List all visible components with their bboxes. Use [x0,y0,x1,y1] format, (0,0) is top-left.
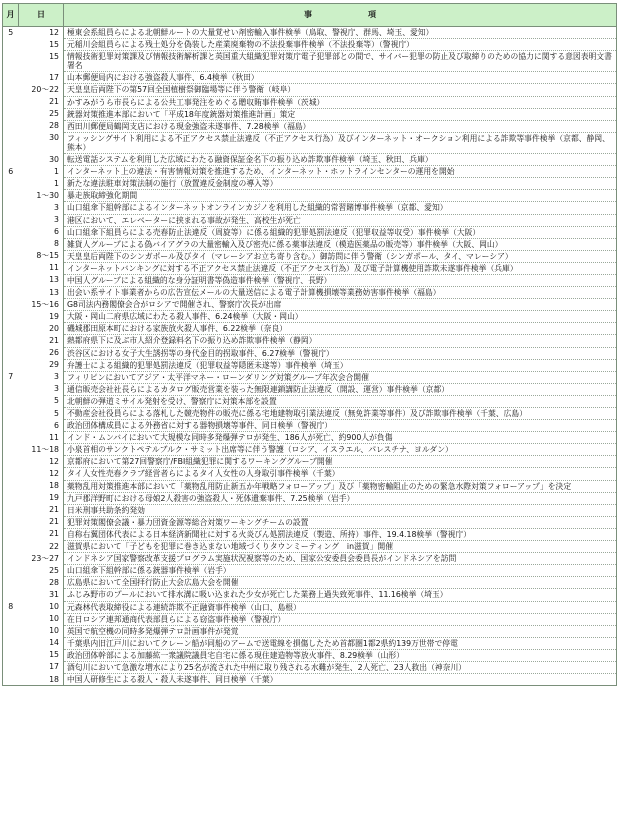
day-cell: 10 [19,625,64,637]
day-cell: 21 [19,528,64,540]
table-row [3,383,617,395]
table-row [3,287,617,299]
table-row [3,226,617,238]
table-row [3,504,617,516]
table-row [3,51,617,72]
day-cell: 28 [19,120,64,132]
day-cell: 25 [19,565,64,577]
event-cell: 大阪・岡山二府県広域にわたる殺人事件、6.24検挙（大阪・岡山） [64,311,617,323]
day-cell: 28 [19,577,64,589]
day-cell: 17 [19,72,64,84]
day-cell: 8～15 [19,250,64,262]
event-cell: G8司法内務閣僚会合がロシアで開催され、警察庁次長が出席 [64,299,617,311]
event-cell: ふじみ野市のプールにおいて排水溝に吸い込まれた少女が死亡した業務上過失致死事件、11.16検挙（埼玉） [64,589,617,601]
day-cell: 17 [19,661,64,673]
month-cell: 5 [3,27,19,39]
table-row [3,589,617,601]
event-cell: インターネットバンキングに対する不正アクセス禁止法違反（不正アクセス行為）及び電子計算機使用詐欺未遂事件検挙（兵庫） [64,262,617,274]
event-cell: インターネット上の違法・有害情報対策を推進するため、インターネット・ホットラインセンターの運用を開始 [64,166,617,178]
day-cell: 11 [19,432,64,444]
day-cell: 8 [19,238,64,250]
month-cell [3,39,19,51]
table-row [3,468,617,480]
day-cell: 1 [19,178,64,190]
event-cell: 千葉県内旧江戸川においてクレーン船が同船のアームで送電線を損傷したため首都圏1都2県約139万世帯で停電 [64,637,617,649]
event-cell: 元森林代表取締役による連続詐欺不正融資事件検挙（山口、島根） [64,601,617,613]
day-cell: 1 [19,166,64,178]
day-cell: 22 [19,541,64,553]
day-cell: 14 [19,637,64,649]
event-cell: 広島県において全国拝行防止大会広島大会を開催 [64,577,617,589]
table-row [3,492,617,504]
event-cell: 滋賀県において「子どもを犯罪に巻き込まない地域づくりタウンミーティング in滋賀」開催 [64,541,617,553]
month-cell [3,96,19,108]
month-cell [3,649,19,661]
event-cell: フィッシングサイト利用による不正アクセス禁止法違反（不正アクセス行為）及びインターネット・オークション利用による詐欺等事件検挙（京都、静岡、熊本） [64,132,617,153]
event-cell: 銃器対策推進本部において「平成18年度銃器対策推進計画」策定 [64,108,617,120]
event-cell: 天皇皇后両陛下のシンガポール及びタイ（マレーシアお立ち寄り含む。）御訪問に伴う警衛（シンガポール、タイ、マレーシア） [64,250,617,262]
month-cell: 8 [3,601,19,613]
month-cell [3,637,19,649]
month-cell [3,108,19,120]
month-cell [3,456,19,468]
event-cell: 弁護士による組織的犯罪処罰法違反（犯罪収益等隠匿未遂等）事件検挙（埼玉） [64,359,617,371]
month-cell: 6 [3,166,19,178]
day-cell: 3 [19,214,64,226]
event-cell: 京都府において第27回警察庁/FBI組織犯罪に関するワーキンググループ開催 [64,456,617,468]
event-cell: 政治団体構成員による外務省に対する器物損壊等事件、同日検挙（警視庁） [64,420,617,432]
event-cell: 西田川郵便局鶴岡支店における現金強盗未遂事件、7.28検挙（福島） [64,120,617,132]
day-cell: 18 [19,674,64,686]
month-cell [3,323,19,335]
month-cell [3,553,19,565]
header-day: 日 [19,4,64,27]
event-cell: 九戸郡洋野町における母娘2人殺害の強盗殺人・死体遺棄事件、7.25検挙（岩手） [64,492,617,504]
table-row [3,601,617,613]
month-cell [3,214,19,226]
day-cell: 6 [19,420,64,432]
month-cell [3,516,19,528]
day-cell: 19 [19,311,64,323]
month-cell [3,51,19,72]
month-cell: 7 [3,371,19,383]
table-row [3,553,617,565]
table-row [3,190,617,202]
month-cell [3,178,19,190]
day-cell: 15 [19,39,64,51]
day-cell: 26 [19,347,64,359]
event-cell: 磯城郡田原本町における家族放火殺人事件、6.22検挙（奈良） [64,323,617,335]
event-cell: 不動産会社役員らによる落札した競売物件の販売に係る宅地建物取引業法違反（無免許業等事件）及び詐欺事件検挙（千葉、広島） [64,408,617,420]
day-cell: 3 [19,383,64,395]
month-cell [3,504,19,516]
table-row [3,39,617,51]
day-cell: 5 [19,408,64,420]
month-cell [3,444,19,456]
day-cell: 21 [19,516,64,528]
day-cell: 31 [19,589,64,601]
month-cell [3,589,19,601]
table-row [3,577,617,589]
event-cell: 新たな違法駐車対策法制の施行（放置違反金制度の導入等） [64,178,617,190]
day-cell: 20 [19,323,64,335]
day-cell: 11 [19,262,64,274]
day-cell: 6 [19,226,64,238]
event-cell: インドネシア国家警察改革支援プログラム実施状況視察等のため、国家公安委員会委員長がインドネシアを訪問 [64,553,617,565]
event-cell: 渋谷区における女子大生誘拐等の身代金目的拐取事件、6.27検挙（警視庁） [64,347,617,359]
table-row [3,274,617,286]
day-cell: 15～16 [19,299,64,311]
table-row [3,408,617,420]
day-cell: 15 [19,649,64,661]
table-row [3,674,617,686]
table-row [3,480,617,492]
day-cell: 30 [19,154,64,166]
event-cell: 出会い系サイト事業者からの広告宣伝メールの大量送信による電子計算機損壊等業務妨害事件検挙（福島） [64,287,617,299]
table-row [3,516,617,528]
event-cell: 英国で航空機の同時多発爆弾テロ計画事件が発覚 [64,625,617,637]
day-cell: 12 [19,468,64,480]
day-cell: 20～22 [19,84,64,96]
month-cell [3,347,19,359]
table-row [3,637,617,649]
chronology-table [2,3,617,686]
table-row [3,395,617,407]
table-row [3,541,617,553]
month-cell [3,120,19,132]
table-row [3,178,617,190]
table-row [3,565,617,577]
month-cell [3,395,19,407]
event-cell: 港区において、エレベーターに挟まれる事故が発生、高校生が死亡 [64,214,617,226]
table-row [3,347,617,359]
table-row [3,444,617,456]
table-row [3,132,617,153]
event-cell: 酒匂川において急激な増水により25名が流された中州に取り残される水難が発生、2人死亡、23人救出（神奈川） [64,661,617,673]
month-cell [3,202,19,214]
event-cell: 熱都府県下に及ぶ市人紹介登録料名下の振り込め詐欺事件検挙（静岡） [64,335,617,347]
event-cell: 山口組傘下組幹部に係る銃器事件検挙（岩手） [64,565,617,577]
event-cell: 暴走族取締強化期間 [64,190,617,202]
table-row [3,323,617,335]
day-cell: 10 [19,601,64,613]
day-cell: 5 [19,395,64,407]
day-cell: 15 [19,51,64,72]
day-cell: 11～18 [19,444,64,456]
table-row [3,250,617,262]
month-cell [3,492,19,504]
month-cell [3,432,19,444]
header-month: 月 [3,4,19,27]
month-cell [3,299,19,311]
month-cell [3,408,19,420]
table-row [3,214,617,226]
day-cell: 21 [19,504,64,516]
event-cell: 通信販売会社社長らによるカタログ販売営業を装った無限連鎖講防止法違反（開設、運営）事件検挙（京都） [64,383,617,395]
month-cell [3,661,19,673]
day-cell: 3 [19,202,64,214]
day-cell: 13 [19,274,64,286]
event-cell: 極東会系組員らによる北朝鮮ルートの大量覚せい剤密輸入事件検挙（鳥取、警視庁、群馬、埼玉、愛知） [64,27,617,39]
table-body [3,27,617,686]
table-row [3,661,617,673]
day-cell: 18 [19,480,64,492]
event-cell: 中国人研修生による殺人・殺人未遂事件、同日検挙（千葉） [64,674,617,686]
event-cell: かすみがうら市長らによる公共工事発注をめぐる贈収賄事件検挙（茨城） [64,96,617,108]
month-cell [3,238,19,250]
day-cell: 10 [19,613,64,625]
day-cell: 30 [19,132,64,153]
table-row [3,238,617,250]
event-cell: 自称右翼団体代表による日本経済新聞社に対する火炎びん処罰法違反（製造、所持）事件、19.4.18検挙（警視庁） [64,528,617,540]
event-cell: 山本郵便局内における強盗殺人事件、6.4検挙（秋田） [64,72,617,84]
day-cell: 12 [19,27,64,39]
table-row [3,649,617,661]
table-row [3,432,617,444]
month-cell [3,84,19,96]
month-cell [3,132,19,153]
table-row [3,299,617,311]
day-cell: 21 [19,96,64,108]
day-cell: 29 [19,359,64,371]
month-cell [3,311,19,323]
event-cell: 薬物乱用対策推進本部において「薬物乱用防止新五か年戦略フォローアップ」及び「薬物密輸阻止のための緊急水際対策フォローアップ」を決定 [64,480,617,492]
month-cell [3,154,19,166]
table-row [3,613,617,625]
month-cell [3,625,19,637]
event-cell: フィリピンにおいてアジア・太平洋マネー・ローンダリング対策グループ年次会合開催 [64,371,617,383]
table-row [3,359,617,371]
month-cell [3,383,19,395]
event-cell: 在日ロシア連邦通商代表部員らによる窃盗事件検挙（警視庁） [64,613,617,625]
day-cell: 23～27 [19,553,64,565]
month-cell [3,480,19,492]
event-cell: 天皇皇后両陛下の第57回全国植樹祭御臨場等に伴う警衛（岐阜） [64,84,617,96]
event-cell: 雑貨人グループによる偽バイアグラの大量密輸入及び密売に係る薬事法違反（模造医薬品の販売等）事件検挙（大阪、岡山） [64,238,617,250]
month-cell [3,226,19,238]
event-cell: 日米刑事共助条約発効 [64,504,617,516]
event-cell: 元稲川会組員らによる残土処分を偽装した産業廃棄物の不法投棄事件検挙（不法投棄等）（警視庁） [64,39,617,51]
event-cell: 中国人グループによる組織的な身分証明書等偽造事件検挙（警視庁、長野） [64,274,617,286]
month-cell [3,565,19,577]
event-cell: 情報技術犯罪対策課及び情報技術解析課と英国重大組織犯罪対策庁電子犯罪部との間で、サイバー犯罪の防止及び取締りのための協力に関する意図表明文書署名 [64,51,617,72]
month-cell [3,541,19,553]
table-row [3,371,617,383]
table-header-row [3,4,617,27]
month-cell [3,674,19,686]
event-cell: 北朝鮮の弾道ミサイル発射を受け、警察庁に対策本部を設置 [64,395,617,407]
table-row [3,311,617,323]
day-cell: 21 [19,335,64,347]
day-cell: 13 [19,287,64,299]
day-cell: 19 [19,492,64,504]
table-row [3,202,617,214]
table-row [3,108,617,120]
table-row [3,528,617,540]
table-row [3,420,617,432]
event-cell: 犯罪対策閣僚会議・暴力団資金源等総合対策ワーキングチームの設置 [64,516,617,528]
event-cell: 転送電話システムを利用した広域にわたる融資保証金名下の振り込め詐欺事件検挙（埼玉、秋田、兵庫） [64,154,617,166]
table-row [3,96,617,108]
month-cell [3,72,19,84]
table-row [3,27,617,39]
month-cell [3,274,19,286]
month-cell [3,262,19,274]
month-cell [3,577,19,589]
month-cell [3,250,19,262]
month-cell [3,528,19,540]
month-cell [3,613,19,625]
month-cell [3,468,19,480]
day-cell: 25 [19,108,64,120]
table-row [3,262,617,274]
table-row [3,154,617,166]
month-cell [3,190,19,202]
month-cell [3,420,19,432]
table-row [3,166,617,178]
day-cell: 12 [19,456,64,468]
event-cell: タイ人女性売春クラブ経営者らによるタイ人女性の人身取引事件検挙（千葉） [64,468,617,480]
table-row [3,72,617,84]
table-row [3,625,617,637]
event-cell: 小泉首相のサンクトペテルブルク・サミット出席等に伴う警護（ロシア、イスラエル、パレスチナ、ヨルダン） [64,444,617,456]
event-cell: インド・ムンバイにおいて大規模な同時多発爆弾テロが発生、186人が死亡、約900人が負傷 [64,432,617,444]
header-event: 事 項 [64,4,617,27]
table-row [3,335,617,347]
month-cell [3,287,19,299]
table-row [3,84,617,96]
event-cell: 山口組傘下組員らによる売春防止法違反（周旋等）に係る組織的犯罪処罰法違反（犯罪収益等収受）事件検挙（大阪） [64,226,617,238]
day-cell: 3 [19,371,64,383]
event-cell: 山口組傘下組幹部によるインターネットオンラインカジノを利用した組織的常習賭博事件検挙（京都、愛知） [64,202,617,214]
table-row [3,120,617,132]
month-cell [3,359,19,371]
table-row [3,456,617,468]
day-cell: 1～30 [19,190,64,202]
month-cell [3,335,19,347]
event-cell: 政治団体幹部による加藤紘一衆議院議員宅自宅に係る現住建造物等放火事件、8.29検挙（山形） [64,649,617,661]
